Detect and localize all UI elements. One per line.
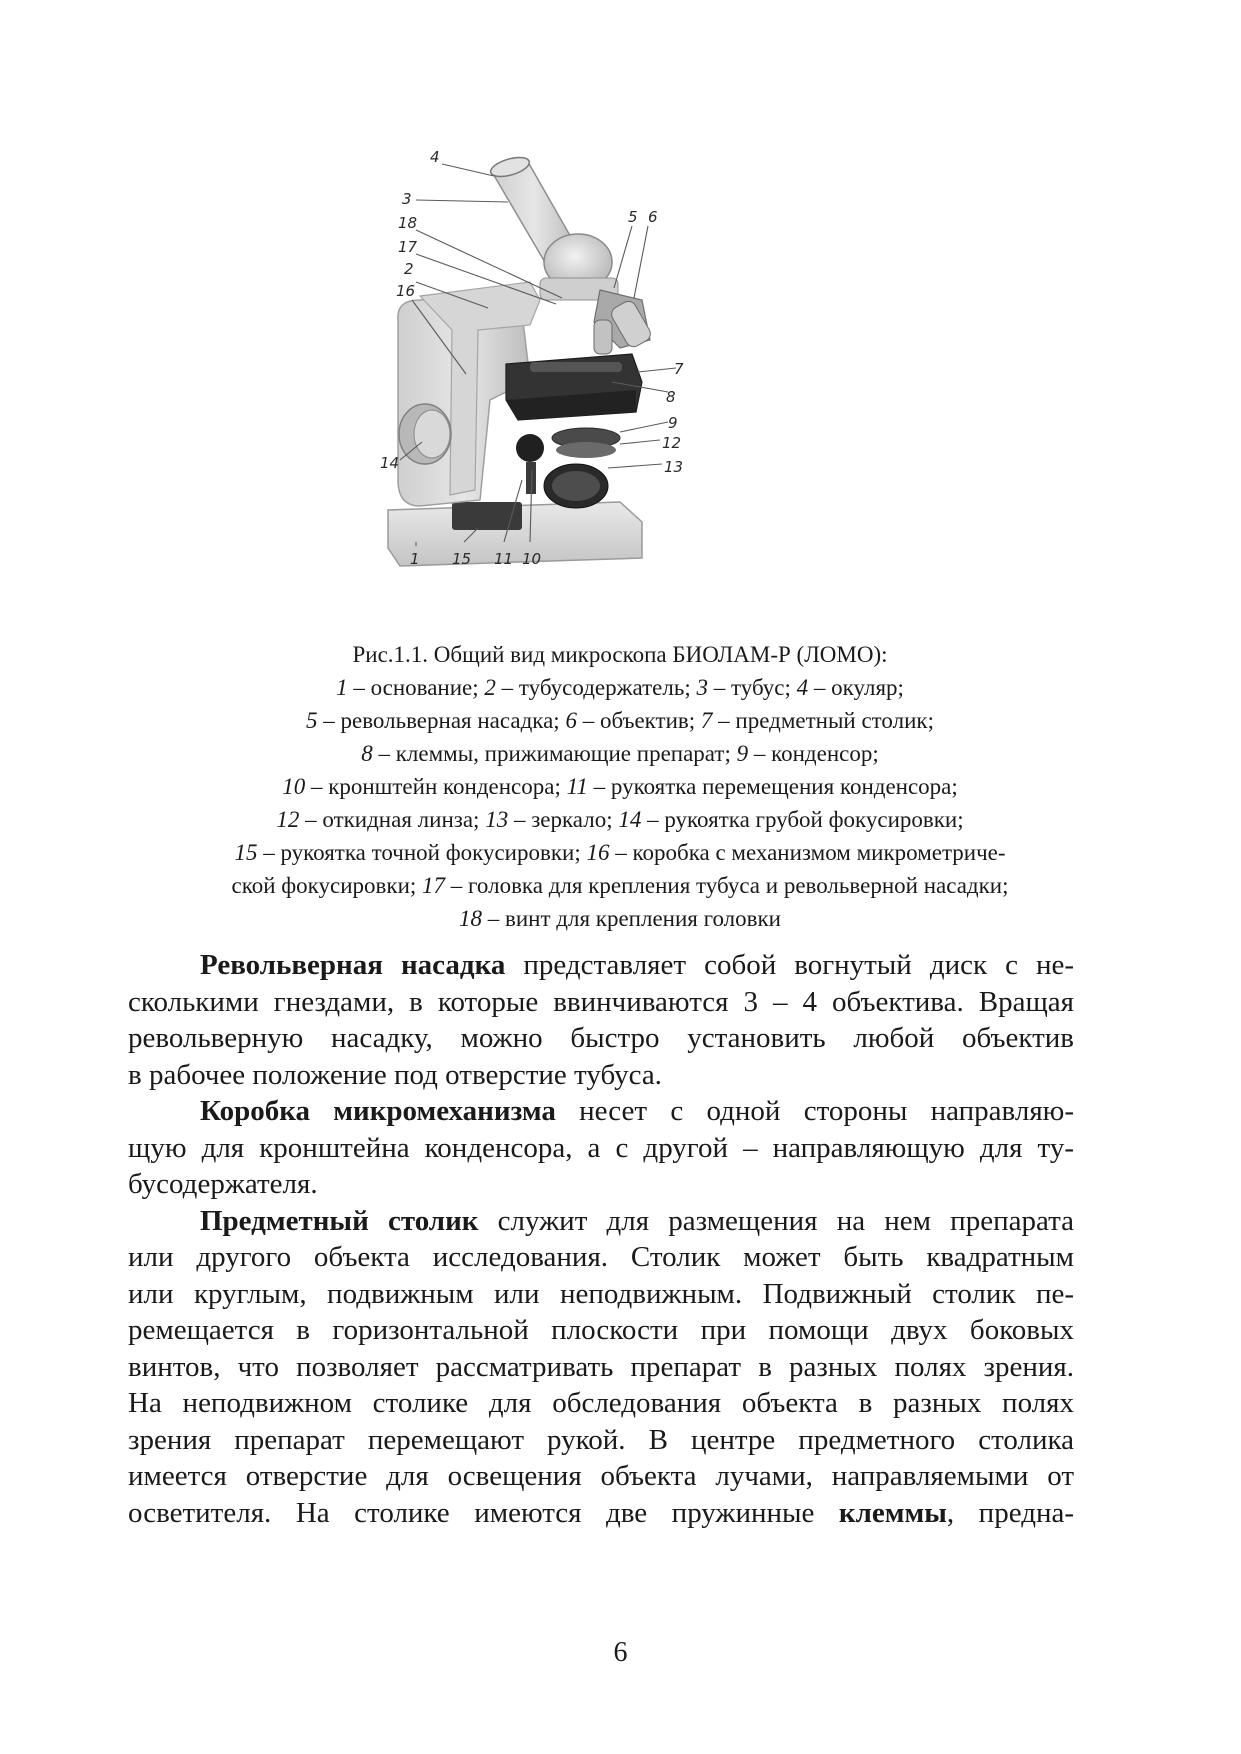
body-text xyxy=(128,947,1074,1531)
figure-label-6: 6 xyxy=(648,208,658,226)
page-number: 6 xyxy=(613,1637,628,1668)
figure-label-17: 17 xyxy=(398,238,418,256)
caption-title: Рис.1.1. Общий вид микроскопа БИОЛАМ-Р (ЛОМО): xyxy=(352,642,888,667)
term-clamps: клеммы xyxy=(838,1496,947,1529)
figure-caption xyxy=(120,638,1120,935)
figure-label-7: 7 xyxy=(674,360,684,378)
figure-label-10: 10 xyxy=(522,550,542,568)
figure-label-13: 13 xyxy=(664,458,684,476)
paragraph-revolver: Револьверная насадка представляет собой вогнутый диск с не- xyxy=(200,949,1074,981)
caption-line: 18 – винт для крепления головки xyxy=(459,906,781,931)
text-line: На неподвижном столике для обследования объекта в разных полях xyxy=(128,1387,1074,1419)
clamp-shape xyxy=(530,362,622,372)
text-line: ремещается в горизонтальной плоскости при помощи двух боковых xyxy=(128,1314,1074,1346)
figure-label-3: 3 xyxy=(402,190,412,208)
caption-line: ской фокусировки; 17 – головка для крепления тубуса и револьверной насадки; xyxy=(231,873,1009,898)
term-micromechanism: Коробка микромеханизма xyxy=(200,1095,556,1127)
paragraph-stage: Предметный столик служит для размещения на нем препарата xyxy=(200,1204,1074,1237)
text-line: осветителя. На столике имеются две пружинные клеммы, предна- xyxy=(128,1496,1074,1529)
figure-label-4: 4 xyxy=(430,150,440,166)
figure-label-15: 15 xyxy=(452,550,472,568)
caption-line: 10 – кронштейн конденсора; 11 – рукоятка перемещения конденсора; xyxy=(282,774,958,799)
figure-label-14: 14 xyxy=(380,454,400,472)
figure-label-9: 9 xyxy=(668,414,678,432)
text-line: сколькими гнездами, в которые ввинчиваются 3 – 4 объектива. Вращая xyxy=(128,985,1074,1018)
figure-label-1: 1 xyxy=(410,550,420,568)
text-line: щую для кронштейна конденсора, а с другой – направляющую для ту- xyxy=(128,1131,1074,1164)
text-line: винтов, что позволяет рассматривать препарат в разных полях зрения. xyxy=(128,1350,1074,1383)
text-line: или другого объекта исследования. Столик может быть квадратным xyxy=(128,1241,1074,1273)
caption-line: 8 – клеммы, прижимающие препарат; 9 – конденсор; xyxy=(361,741,879,766)
caption-line: 1 – основание; 2 – тубусодержатель; 3 – тубус; 4 – окуляр; xyxy=(336,675,904,700)
term-stage: Предметный столик xyxy=(200,1204,479,1237)
text-line: револьверную насадку, можно быстро установить любой объектив xyxy=(128,1022,1074,1054)
microscope-illustration xyxy=(380,150,720,630)
text-line: зрения препарат перемещают рукой. В центре предметного столика xyxy=(128,1423,1074,1456)
microscope-figure xyxy=(380,150,720,630)
figure-label-11: 11 xyxy=(494,550,514,568)
figure-label-8: 8 xyxy=(666,388,676,406)
caption-line: 15 – рукоятка точной фокусировки; 16 – коробка с механизмом микрометриче- xyxy=(234,840,1006,865)
text-line: или круглым, подвижным или неподвижным. Подвижный столик пе- xyxy=(128,1277,1074,1310)
figure-label-12: 12 xyxy=(662,434,682,452)
text-line: бусодержателя. xyxy=(128,1168,318,1200)
paragraph-micromechanism: Коробка микромеханизма несет с одной стороны направляю- xyxy=(200,1095,1074,1127)
figure-label-18: 18 xyxy=(398,214,418,232)
text-line: в рабочее положение под отверстие тубуса. xyxy=(128,1058,662,1091)
caption-line: 12 – откидная линза; 13 – зеркало; 14 – рукоятка грубой фокусировки; xyxy=(276,807,964,832)
figure-label-16: 16 xyxy=(396,282,416,300)
figure-label-5: 5 xyxy=(628,208,638,226)
text-line: имеется отверстие для освещения объекта лучами, направляемыми от xyxy=(128,1460,1074,1492)
term-revolver: Револьверная насадка xyxy=(200,949,506,981)
figure-label-2: 2 xyxy=(404,260,414,278)
caption-line: 5 – револьверная насадка; 6 – объектив; 7 – предметный столик; xyxy=(306,708,934,733)
condenser-handle-shape xyxy=(516,434,544,462)
